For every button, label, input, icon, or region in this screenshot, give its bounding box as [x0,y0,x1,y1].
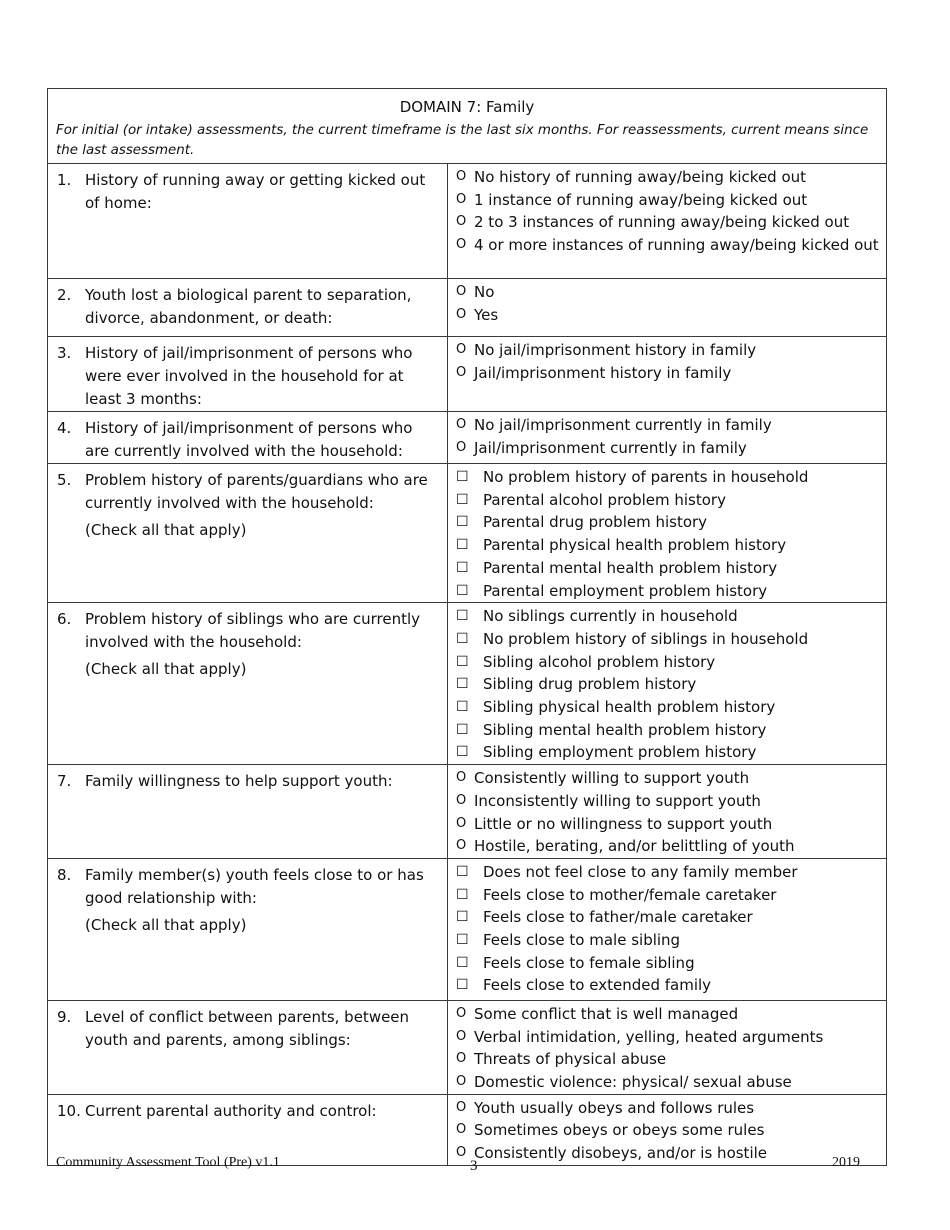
option-label: Consistently disobeys, and/or is hostile [474,1144,768,1163]
option-label: Sibling employment problem history [483,743,757,762]
option-label: Threats of physical abuse [474,1050,667,1069]
option-label: No siblings currently in household [483,607,738,626]
footer-page-number: 3 [470,1158,478,1174]
radio-circle-icon[interactable]: O [456,815,467,831]
radio-circle-icon[interactable]: O [456,1051,467,1067]
radio-option[interactable] [456,362,880,385]
option-label: Some conflict that is well managed [474,1004,739,1023]
radio-circle-icon[interactable]: O [456,284,467,299]
question-row [48,464,887,603]
option-label: Little or no willingness to support youth [474,814,773,833]
radio-option[interactable] [456,304,880,327]
option-label: No history of running away/being kicked out [474,168,807,186]
option-label: Sibling physical health problem history [483,698,776,717]
radio-option[interactable] [456,166,880,189]
question-cell [48,464,448,603]
option-label: Feels close to mother/female caretaker [483,885,777,904]
checkbox-option[interactable] [456,952,880,975]
radio-circle-icon[interactable]: O [456,364,467,380]
option-label: Parental mental health problem history [483,558,778,577]
option-label: Does not feel close to any family member [483,862,798,881]
option-label: Sibling alcohol problem history [483,652,716,671]
radio-circle-icon[interactable]: O [456,417,467,432]
question-cell [48,279,448,337]
radio-option[interactable] [456,813,880,836]
checkbox-icon[interactable]: ☐ [456,977,469,994]
question-text: Youth lost a biological parent to separation, divorce, abandonment, or death: [85,286,412,327]
question-cell [48,603,448,765]
options-cell [448,858,887,1000]
radio-option[interactable] [456,1119,880,1142]
radio-option[interactable] [456,1071,880,1094]
options-cell [448,412,887,464]
checkbox-icon[interactable]: ☐ [456,491,469,508]
radio-circle-icon[interactable]: O [456,306,467,322]
checkbox-icon[interactable]: ☐ [456,954,469,971]
question-row [48,412,887,464]
radio-circle-icon[interactable]: O [456,342,467,357]
family-domain-table [47,88,887,1166]
question-number: 10. [57,1101,81,1120]
radio-option[interactable] [456,767,880,790]
check-all-note: (Check all that apply) [85,915,247,934]
checkbox-icon[interactable]: ☐ [456,721,469,738]
option-label: Parental drug problem history [483,513,708,532]
option-label: Youth usually obeys and follows rules [474,1098,755,1117]
question-text: Problem history of parents/guardians who are currently involved with the household: [85,471,428,512]
options-cell [448,279,887,337]
question-number: 1. [57,171,72,189]
checkbox-icon[interactable]: ☐ [456,653,469,670]
question-cell [48,412,448,464]
question-text: Family willingness to help support youth: [85,772,393,791]
checkbox-option[interactable] [456,906,880,929]
option-label: Feels close to extended family [483,976,712,995]
option-label: Jail/imprisonment currently in family [474,438,747,457]
radio-circle-icon[interactable]: O [456,237,467,253]
option-label: Sometimes obeys or obeys some rules [474,1121,765,1140]
radio-circle-icon[interactable]: O [456,439,467,455]
radio-circle-icon[interactable]: O [456,169,467,184]
option-label: 2 to 3 instances of running away/being kicked out [474,213,850,232]
checkbox-option[interactable] [456,466,880,489]
checkbox-icon[interactable]: ☐ [456,886,469,903]
option-label: No jail/imprisonment history in family [474,341,757,359]
options-cell [448,603,887,765]
radio-option[interactable] [456,1003,880,1026]
checkbox-option[interactable] [456,511,880,534]
question-cell [48,337,448,412]
option-label: No [474,283,495,301]
checkbox-icon[interactable]: ☐ [456,863,469,880]
checkbox-icon[interactable]: ☐ [456,608,469,625]
radio-option[interactable] [456,790,880,813]
checkbox-icon[interactable]: ☐ [456,514,469,531]
footer-year: 2019 [832,1155,860,1170]
checkbox-option[interactable] [456,651,880,674]
options-cell [448,1000,887,1094]
option-label: Parental employment problem history [483,581,768,600]
checkbox-icon[interactable]: ☐ [456,469,469,485]
option-label: Yes [474,305,499,324]
question-row [48,164,887,279]
option-label: Domestic violence: physical/ sexual abuse [474,1073,792,1092]
option-label: Feels close to female sibling [483,953,695,972]
timeframe-instructions: For initial (or intake) assessments, the current timeframe is the last six months. For reassessments, current means since the last assessment. [56,123,869,158]
question-cell [48,1000,448,1094]
checkbox-icon[interactable]: ☐ [456,932,469,949]
question-row [48,279,887,337]
question-cell [48,164,448,279]
option-label: 4 or more instances of running away/being kicked out [474,236,879,255]
radio-option[interactable] [456,1142,880,1165]
radio-option[interactable] [456,234,880,257]
question-number: 3. [57,344,72,362]
radio-option[interactable] [456,1026,880,1049]
question-number: 9. [57,1007,72,1026]
option-label: Feels close to male sibling [483,931,681,950]
radio-option[interactable] [456,414,880,437]
options-cell [448,1094,887,1165]
radio-option[interactable] [456,1097,880,1120]
radio-circle-icon[interactable]: O [456,1028,467,1044]
checkbox-option[interactable] [456,605,880,628]
radio-circle-icon[interactable]: O [456,792,467,808]
question-text: Level of conflict between parents, between youth and parents, among siblings: [85,1007,410,1049]
checkbox-option[interactable] [456,929,880,952]
checkbox-icon[interactable]: ☐ [456,676,469,693]
radio-circle-icon[interactable]: O [456,838,467,854]
question-number: 6. [57,610,72,629]
options-cell [448,765,887,859]
question-cell [48,765,448,859]
checkbox-option[interactable] [456,673,880,696]
option-label: 1 instance of running away/being kicked out [474,190,808,209]
option-label: Parental physical health problem history [483,536,787,555]
checkbox-icon[interactable]: ☐ [456,909,469,926]
checkbox-option[interactable] [456,884,880,907]
radio-option[interactable] [456,211,880,234]
option-label: No problem history of parents in household [483,468,809,486]
checkbox-option[interactable] [456,719,880,742]
question-row [48,765,887,859]
question-number: 5. [57,471,72,489]
options-cell [448,337,887,412]
option-label: Parental alcohol problem history [483,490,726,509]
checkbox-icon[interactable]: ☐ [456,537,469,554]
checkbox-option[interactable] [456,974,880,997]
options-cell [448,164,887,279]
checkbox-option[interactable] [456,534,880,557]
question-number: 8. [57,865,72,884]
checkbox-option[interactable] [456,580,880,603]
question-text: Problem history of siblings who are currently involved with the household: [85,610,421,652]
question-text: Family member(s) youth feels close to or has good relationship with: [85,865,424,907]
option-label: Feels close to father/male caretaker [483,908,753,927]
option-label: No problem history of siblings in household [483,629,809,648]
checkbox-option[interactable] [456,861,880,884]
checkbox-icon[interactable]: ☐ [456,744,469,761]
radio-circle-icon[interactable]: O [456,1074,467,1090]
question-number: 2. [57,286,72,304]
radio-option[interactable] [456,437,880,460]
question-number: 4. [57,419,72,437]
checkbox-icon[interactable]: ☐ [456,582,469,599]
question-row [48,858,887,1000]
domain-title: DOMAIN 7: Family [399,98,535,116]
question-cell [48,858,448,1000]
option-label: Hostile, berating, and/or belittling of youth [474,837,795,856]
radio-circle-icon[interactable]: O [456,1145,467,1161]
option-label: Verbal intimidation, yelling, heated arguments [474,1027,824,1046]
domain-header-row [48,89,887,164]
question-text: History of jail/imprisonment of persons who were ever involved in the household for at least 3 months: [85,344,413,408]
option-label: No jail/imprisonment currently in family [474,416,772,434]
radio-circle-icon[interactable]: O [456,191,467,207]
checkbox-icon[interactable]: ☐ [456,630,469,647]
radio-circle-icon[interactable]: O [456,1099,467,1115]
check-all-note: (Check all that apply) [85,660,247,679]
checkbox-option[interactable] [456,696,880,719]
radio-circle-icon[interactable]: O [456,1005,467,1021]
option-label: Consistently willing to support youth [474,769,750,788]
checkbox-option[interactable] [456,557,880,580]
check-all-note: (Check all that apply) [85,521,247,539]
option-label: Inconsistently willing to support youth [474,791,761,810]
checkbox-option[interactable] [456,489,880,512]
radio-option[interactable] [456,835,880,858]
question-row [48,337,887,412]
radio-circle-icon[interactable]: O [456,214,467,230]
footer-tool-name: Community Assessment Tool (Pre) v1.1 [56,1155,280,1170]
options-cell [448,464,887,603]
option-label: Sibling mental health problem history [483,720,767,739]
domain-header-cell [48,89,887,164]
radio-option[interactable] [456,189,880,212]
radio-option[interactable] [456,281,880,304]
checkbox-option[interactable] [456,741,880,764]
option-label: Jail/imprisonment history in family [474,363,732,382]
checkbox-icon[interactable]: ☐ [456,699,469,716]
radio-circle-icon[interactable]: O [456,1122,467,1138]
question-row [48,603,887,765]
question-row [48,1000,887,1094]
question-text: History of running away or getting kicked out of home: [85,171,426,212]
checkbox-option[interactable] [456,628,880,651]
radio-circle-icon[interactable]: O [456,770,467,786]
option-label: Sibling drug problem history [483,675,697,694]
question-number: 7. [57,772,72,791]
checkbox-icon[interactable]: ☐ [456,559,469,576]
radio-option[interactable] [456,339,880,362]
question-text: History of jail/imprisonment of persons who are currently involved with the household: [85,419,413,460]
radio-option[interactable] [456,1048,880,1071]
question-text: Current parental authority and control: [85,1101,377,1120]
